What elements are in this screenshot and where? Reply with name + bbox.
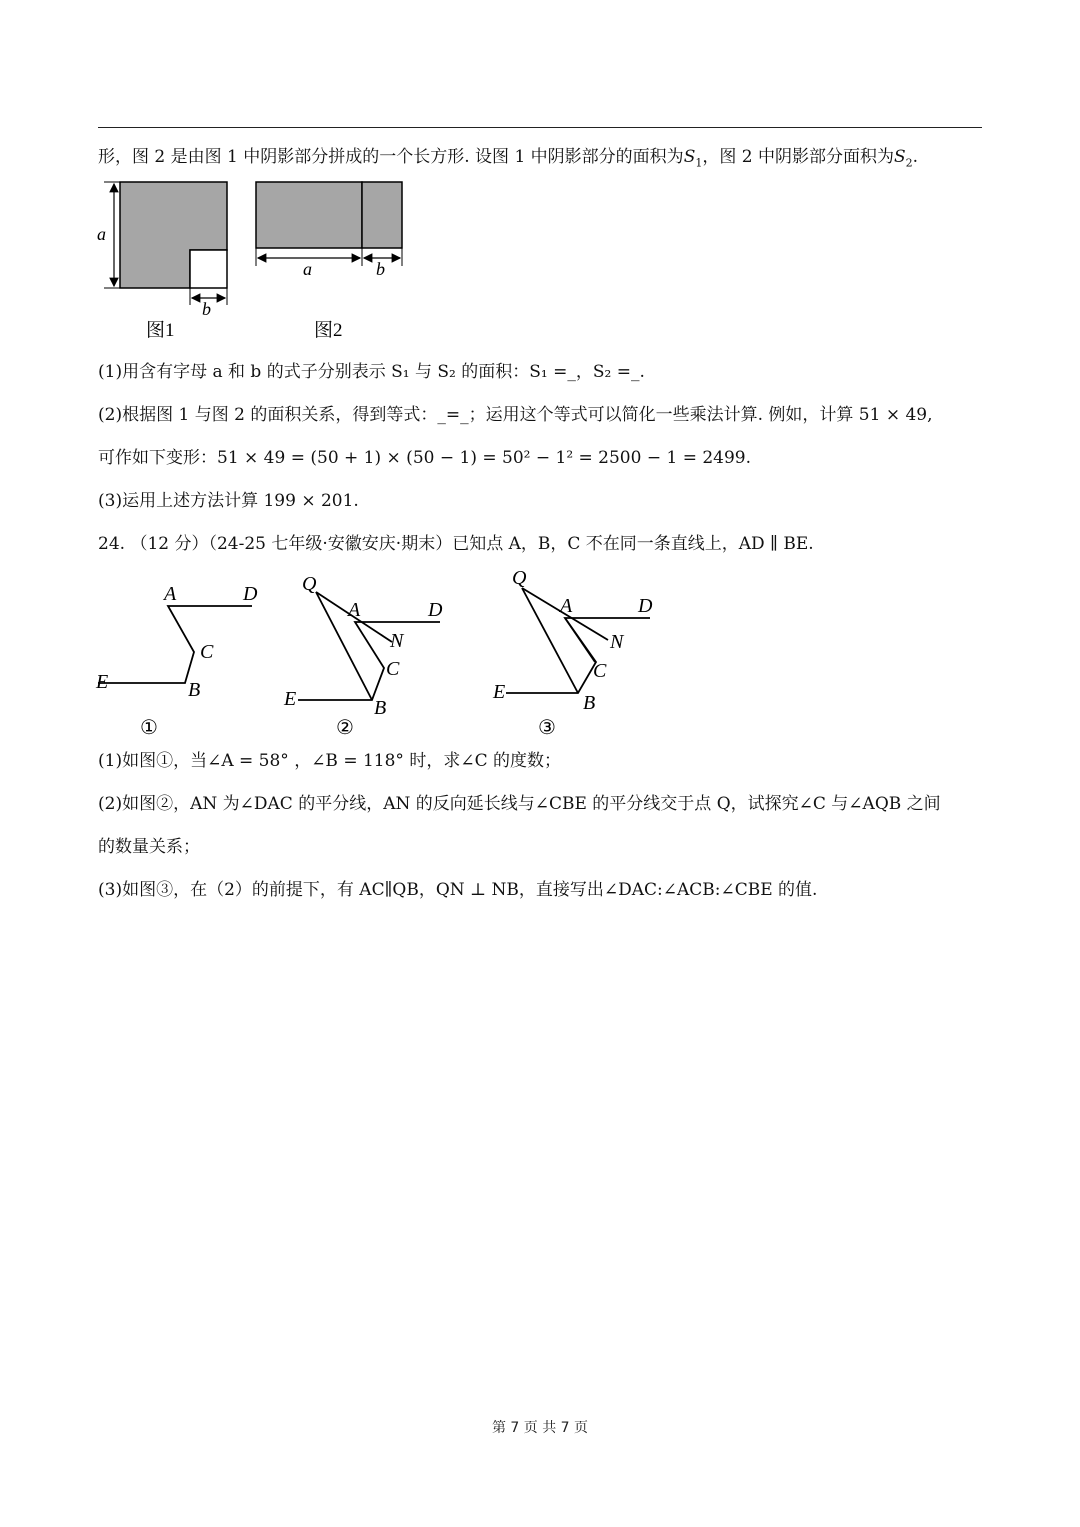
fig1-label-a: a [97, 224, 106, 244]
q23-part1: (1)用含有字母 a 和 b 的式子分别表示 S₁ 与 S₂ 的面积：S₁ =_，S₂ =_. [98, 362, 645, 382]
page-footer: 第 7 页 共 7 页 [491, 1420, 589, 1436]
s2-symbol: S [893, 147, 906, 167]
fig24-1-caption: ① [140, 717, 158, 739]
fig24-2-label-N: N [390, 630, 404, 652]
fig24-1-label-B: B [188, 679, 201, 701]
fig24-3-label-A: A [560, 595, 573, 617]
q24-part3: (3)如图③，在（2）的前提下，有 AC∥QB，QN ⊥ NB，直接写出∠DAC:∠ACB:∠CBE 的值. [98, 880, 818, 900]
fig24-3-label-E: E [493, 681, 506, 703]
header-rule [98, 127, 982, 128]
fig24-3-caption: ③ [538, 717, 556, 739]
s1-symbol: S [683, 147, 696, 167]
fig24-3-label-B: B [583, 692, 596, 714]
q23-part2-line2: 可作如下变形：51 × 49 = (50 + 1) × (50 − 1) = 50² − 1² = 2500 − 1 = 2499. [98, 448, 752, 468]
figure-24 [90, 562, 670, 742]
figure-1-2 [90, 170, 420, 345]
fig24-2-label-A: A [348, 599, 361, 621]
intro-text-end: . [912, 147, 919, 167]
fig24-2-label-B: B [374, 697, 387, 719]
fig1-caption: 图1 [146, 320, 175, 341]
s1-subscript: 1 [695, 156, 703, 170]
q24-part2-line2: 的数量关系； [98, 837, 200, 857]
fig2-rect-b [362, 182, 402, 248]
q24-part1: (1)如图①，当∠A = 58° ，∠B = 118° 时，求∠C 的度数； [98, 751, 561, 771]
q24-figure-3 [492, 567, 653, 739]
fig24-1-label-A: A [164, 583, 177, 605]
fig24-2-caption: ② [336, 717, 354, 739]
q23-part2-line1: (2)根据图 1 与图 2 的面积关系，得到等式：_=_；运用这个等式可以简化一些乘法计算. 例如，计算 51 × 49, [98, 405, 933, 425]
intro-text-a: 形，图 2 是由图 1 中阴影部分拼成的一个长方形. 设图 1 中阴影部分的面积为 [98, 147, 684, 167]
fig24-2-label-C: C [386, 658, 400, 680]
fig24-3-label-C: C [593, 660, 607, 682]
fig1-white-square [190, 250, 227, 288]
fig24-1-label-D: D [243, 583, 258, 605]
fig2-rect-a [256, 182, 362, 248]
fig24-3-label-D: D [638, 595, 653, 617]
s2-subscript: 2 [905, 156, 913, 170]
intro-text-b: ，图 2 中阴影部分面积为 [702, 147, 894, 167]
fig24-2-label-D: D [428, 599, 443, 621]
q23-part3: (3)运用上述方法计算 199 × 201. [98, 491, 359, 511]
fig24-1-label-E: E [96, 671, 109, 693]
q24-figure-2 [283, 573, 443, 739]
fig24-3-label-Q: Q [512, 567, 527, 589]
fig2-label-a: a [303, 259, 312, 279]
fig24-1-label-C: C [200, 641, 214, 663]
fig24-3-label-N: N [610, 631, 624, 653]
q24-part2-line1: (2)如图②，AN 为∠DAC 的平分线，AN 的反向延长线与∠CBE 的平分线交于点 Q，试探究∠C 与∠AQB 之间 [98, 794, 941, 814]
q24-header: 24. （12 分）（24-25 七年级·安徽安庆·期末）已知点 A，B，C 不在同一条直线上，AD ∥ BE. [98, 534, 814, 554]
fig1-label-b: b [202, 299, 211, 319]
fig24-2-label-E: E [284, 688, 297, 710]
fig2-caption: 图2 [314, 320, 343, 341]
q24-figure-1 [95, 583, 258, 739]
fig2-label-b: b [376, 259, 385, 279]
fig24-2-label-Q: Q [302, 573, 317, 595]
